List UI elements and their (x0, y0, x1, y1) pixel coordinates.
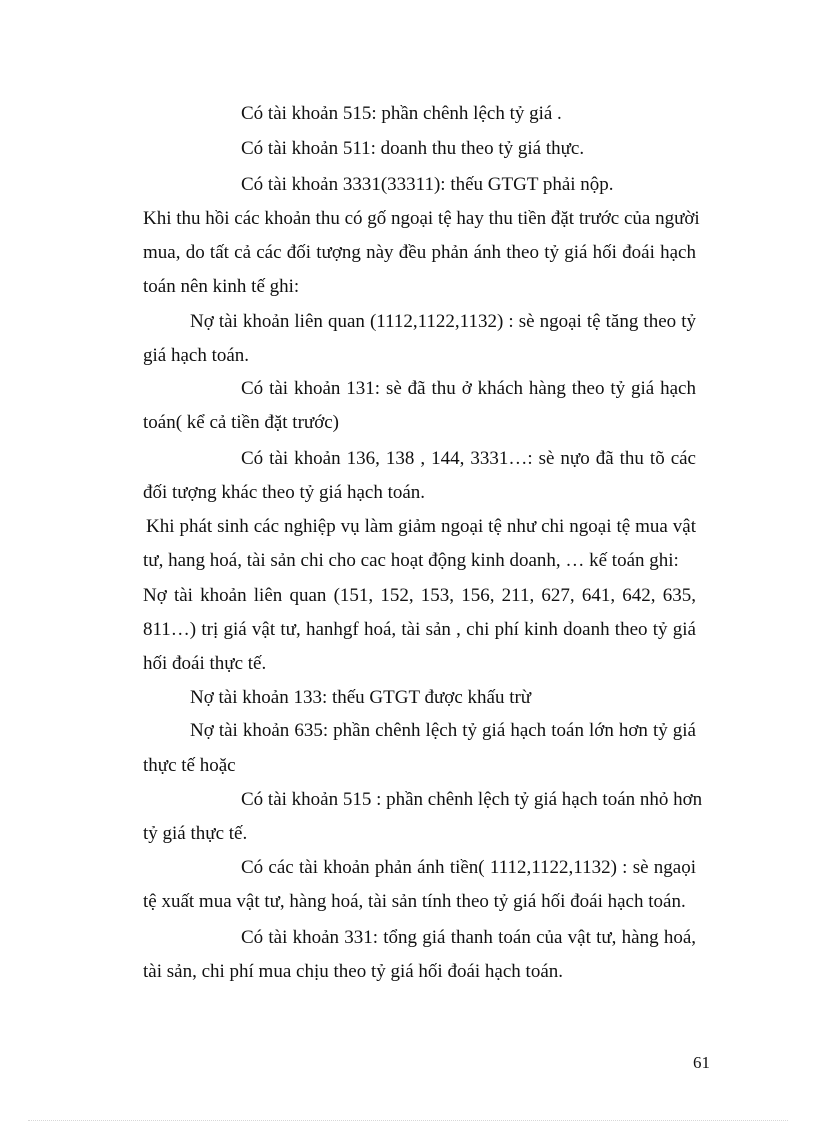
text-line: hối đoái thực tế. (143, 653, 267, 674)
text-line: đối tượng khác theo tỷ giá hạch toán. (143, 482, 426, 503)
text-line: Có tài khoản 511: doanh thu theo tỷ giá thực. (241, 138, 585, 159)
text-line: tệ xuất mua vật tư, hàng hoá, tài sản tính theo tỷ giá hối đoái hạch toán. (143, 891, 686, 912)
text-line: tài sản, chi phí mua chịu theo tỷ giá hối đoái hạch toán. (143, 961, 564, 982)
text-line: 811…) trị giá vật tư, hanhgf hoá, tài sản , chi phí kinh doanh theo tỷ giá (143, 619, 696, 640)
text-line: Khi phát sinh các nghiệp vụ làm giảm ngoại tệ như chi ngoại tệ mua vật (146, 516, 696, 537)
text-line: Có các tài khoản phản ánh tiền( 1112,1122,1132) : sè ngaọi (241, 857, 696, 878)
text-line: Nợ tài khoản 133: thếu GTGT được khấu trừ (190, 687, 532, 708)
text-line: toán nên kinh tế ghi: (143, 276, 300, 297)
text-line: tư, hang hoá, tài sản chi cho cac hoạt động kinh doanh, … kế toán ghi: (143, 550, 679, 571)
text-line: Có tài khoản 331: tổng giá thanh toán của vật tư, hàng hoá, (241, 927, 696, 948)
text-line: Có tài khoản 131: sè đã thu ở khách hàng theo tỷ giá hạch (241, 378, 696, 399)
text-line: Có tài khoản 515 : phần chênh lệch tỷ giá hạch toán nhỏ hơn (241, 789, 703, 810)
text-line: Nợ tài khoản liên quan (151, 152, 153, 156, 211, 627, 641, 642, 635, (143, 585, 696, 606)
footer-divider (28, 1120, 788, 1121)
text-line: Khi thu hồi các khoản thu có gố ngoại tệ hay thu tiền đặt trước của người (143, 208, 700, 229)
text-line: giá hạch toán. (143, 345, 250, 366)
text-line: Nợ tài khoản liên quan (1112,1122,1132) : sè ngoại tệ tăng theo tỷ (190, 311, 696, 332)
text-line: Nợ tài khoản 635: phần chênh lệch tỷ giá hạch toán lớn hơn tỷ giá (190, 720, 696, 741)
text-line: Có tài khoản 3331(33311): thếu GTGT phải nộp. (241, 174, 614, 195)
text-line: Có tài khoản 515: phần chênh lệch tỷ giá . (241, 103, 562, 124)
text-line: tỷ giá thực tế. (143, 823, 248, 844)
text-line: Có tài khoản 136, 138 , 144, 3331…: sè nựo đã thu tõ các (241, 448, 696, 469)
text-line: mua, do tất cả các đối tượng này đều phản ánh theo tỷ giá hối đoái hạch (143, 242, 696, 263)
text-line: thực tế hoặc (143, 755, 236, 776)
text-line: toán( kể cả tiền đặt trước) (143, 412, 340, 433)
page-number: 61 (693, 1053, 710, 1072)
